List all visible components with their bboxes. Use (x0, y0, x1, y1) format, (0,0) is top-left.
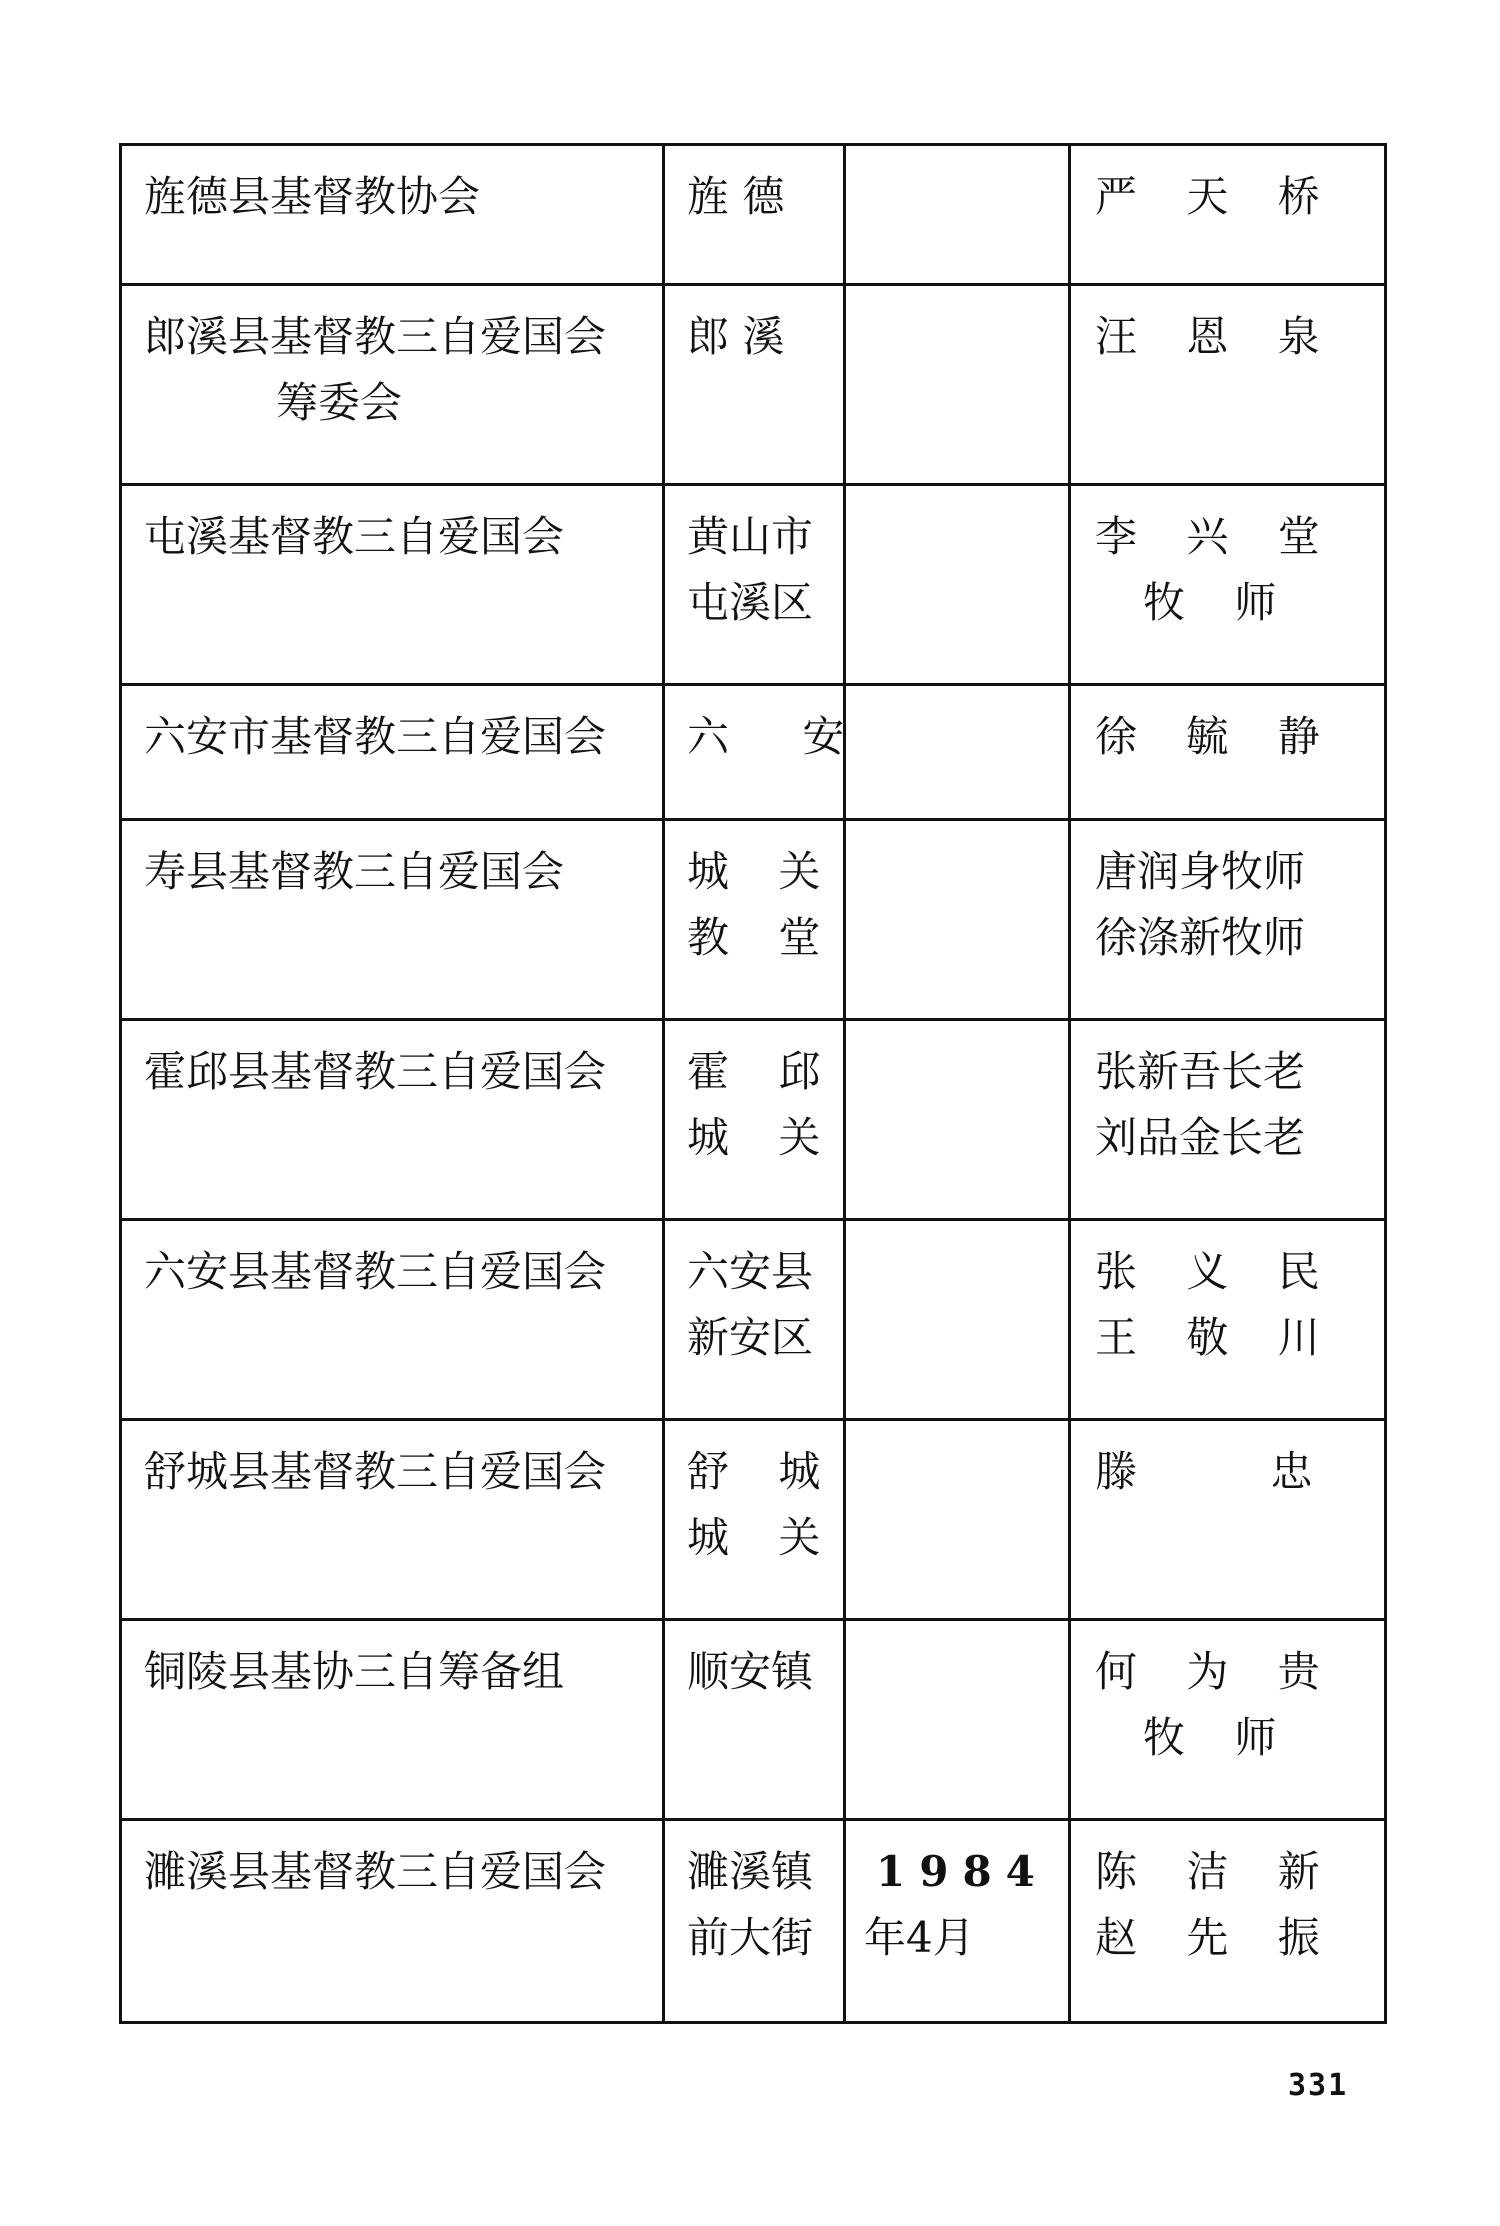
organization-name-continued: 筹委会 (276, 378, 403, 427)
month-text: 年4月 (864, 1913, 975, 1962)
organization-cell (121, 1820, 664, 2023)
table-row (121, 145, 1386, 285)
location-text: 前大街 (687, 1913, 814, 1962)
location-cell (664, 685, 875, 820)
location-text: 旌 德 (687, 172, 785, 221)
contact-name: 严 天 桥 (1095, 172, 1338, 221)
location-text: 濉溪镇 (687, 1847, 814, 1896)
organization-name: 郎溪县基督教三自爱国会 (144, 312, 607, 361)
location-text: 六 安 (687, 712, 875, 761)
contact-name: 赵 先 振 (1095, 1913, 1338, 1962)
organization-name: 六安县基督教三自爱国会 (144, 1247, 607, 1296)
location-cell (664, 285, 845, 485)
contact-cell (1070, 820, 1386, 1020)
contact-name: 张新吾长老 (1095, 1047, 1306, 1096)
date-cell (845, 1220, 1070, 1420)
date-cell (845, 1420, 1070, 1620)
organization-name: 寿县基督教三自爱国会 (144, 847, 565, 896)
table-row (121, 285, 1386, 485)
location-text: 霍 邱 (687, 1047, 839, 1096)
organization-cell (121, 485, 664, 685)
contact-title: 牧 师 (1143, 1713, 1295, 1762)
contact-name: 张 义 民 (1095, 1247, 1338, 1296)
contact-cell (1070, 1420, 1386, 1620)
organization-name: 旌德县基督教协会 (144, 172, 481, 221)
contact-cell (1070, 285, 1386, 485)
organization-cell (121, 285, 664, 485)
page-number: 331 (1288, 2068, 1349, 2103)
organization-cell (121, 1020, 664, 1220)
contact-name: 刘品金长老 (1095, 1113, 1306, 1162)
contact-name: 李 兴 堂 (1095, 512, 1338, 561)
table-row (121, 685, 1386, 820)
organization-name: 濉溪县基督教三自爱国会 (144, 1847, 607, 1896)
location-cell (664, 1020, 845, 1220)
contact-name: 唐润身牧师 (1095, 847, 1306, 896)
location-cell (664, 145, 845, 285)
contact-cell (1070, 1820, 1386, 2023)
organization-cell (121, 1620, 664, 1820)
contact-name: 王 敬 川 (1095, 1313, 1338, 1362)
location-text: 城 关 (687, 1113, 839, 1162)
organization-cell (121, 1220, 664, 1420)
table-row (121, 1220, 1386, 1420)
contact-name: 陈 洁 新 (1095, 1847, 1338, 1896)
location-cell (664, 1620, 845, 1820)
contact-name: 徐涤新牧师 (1095, 913, 1306, 962)
contact-cell (1070, 485, 1386, 685)
contact-name: 何 为 贵 (1095, 1647, 1338, 1696)
organization-cell (121, 1420, 664, 1620)
location-text: 黄山市 (687, 512, 814, 561)
organization-name: 屯溪基督教三自爱国会 (144, 512, 565, 561)
contact-cell (1070, 1620, 1386, 1820)
date-cell (845, 485, 1070, 685)
location-cell (664, 485, 845, 685)
location-cell (664, 1420, 845, 1620)
location-cell (664, 1220, 845, 1420)
table-row (121, 485, 1386, 685)
contact-name: 汪 恩 泉 (1095, 312, 1338, 361)
location-text: 顺安镇 (687, 1647, 814, 1696)
organization-name: 霍邱县基督教三自爱国会 (144, 1047, 607, 1096)
organization-cell (121, 145, 664, 285)
date-cell (845, 1620, 1070, 1820)
table-row (121, 1420, 1386, 1620)
year-text: 1984 (876, 1847, 1049, 1896)
location-text: 舒 城 (687, 1447, 839, 1496)
contact-cell (1070, 1220, 1386, 1420)
table-row (121, 1020, 1386, 1220)
contact-cell (1070, 145, 1386, 285)
church-registry-table (119, 143, 1387, 2024)
date-cell (845, 685, 1070, 820)
date-cell (845, 145, 1070, 285)
date-cell (845, 1820, 1070, 2023)
location-text: 新安区 (687, 1313, 814, 1362)
location-text: 六安县 (687, 1247, 814, 1296)
contact-name: 徐 毓 静 (1095, 712, 1338, 761)
contact-cell (1070, 1020, 1386, 1220)
organization-cell (121, 820, 664, 1020)
location-text: 城 关 (687, 1513, 839, 1562)
location-cell (664, 820, 845, 1020)
location-text: 教 堂 (687, 913, 839, 962)
location-text: 郎 溪 (687, 312, 785, 361)
contact-name: 滕 忠 (1095, 1447, 1313, 1496)
table-row (121, 1820, 1386, 2023)
table-row (121, 1620, 1386, 1820)
location-text: 屯溪区 (687, 578, 814, 627)
date-cell (845, 820, 1070, 1020)
contact-cell (1070, 685, 1386, 820)
location-cell (664, 1820, 845, 2023)
table-row (121, 820, 1386, 1020)
organization-cell (121, 685, 664, 820)
contact-title: 牧 师 (1143, 578, 1295, 627)
date-cell (845, 285, 1070, 485)
organization-name: 舒城县基督教三自爱国会 (144, 1447, 607, 1496)
organization-name: 六安市基督教三自爱国会 (144, 712, 607, 761)
organization-name: 铜陵县基协三自筹备组 (144, 1647, 565, 1696)
date-cell (845, 1020, 1070, 1220)
location-text: 城 关 (687, 847, 839, 896)
